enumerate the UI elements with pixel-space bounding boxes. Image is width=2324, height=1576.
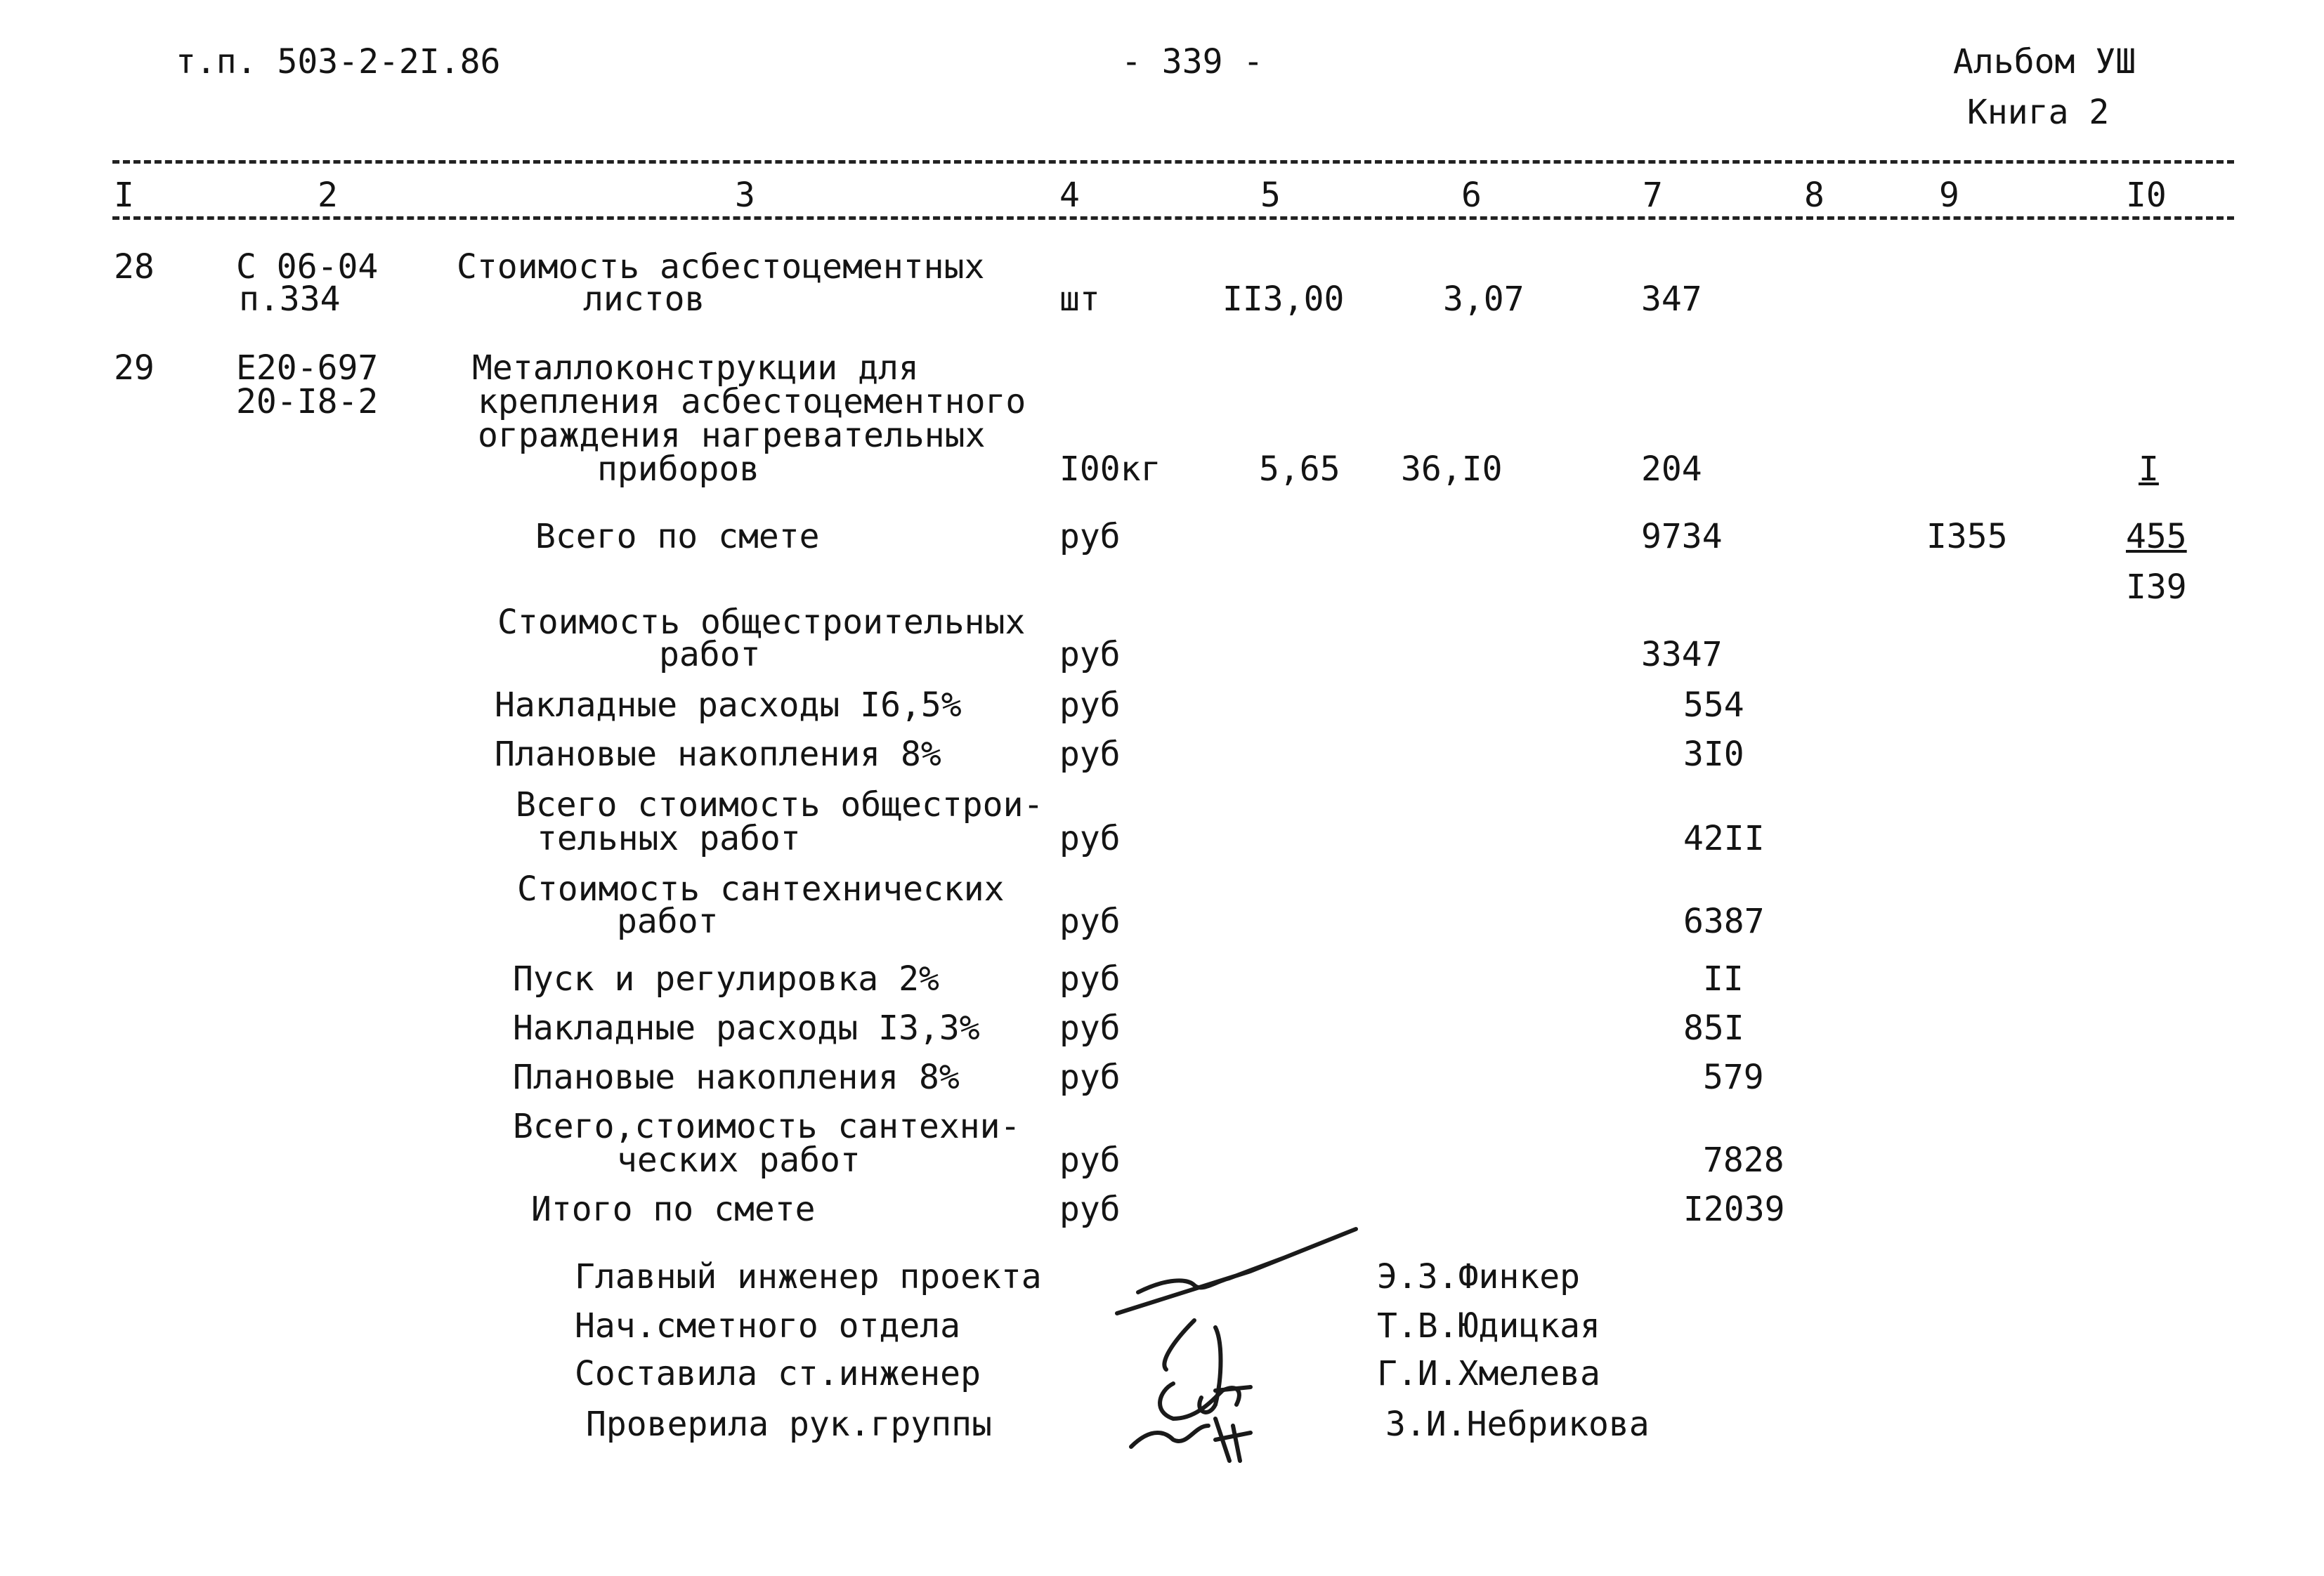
- column-number: 4: [1059, 176, 1080, 215]
- unit: I00кг: [1059, 449, 1161, 489]
- unit: руб: [1059, 1009, 1121, 1048]
- signatory-name: Г.И.Хмелева: [1377, 1354, 1600, 1393]
- unit: руб: [1059, 1190, 1121, 1229]
- document-code: т.п. 503-2-2I.86: [176, 42, 501, 81]
- summary-label: Всего по смете: [535, 517, 820, 556]
- item-name: Стоимость асбестоцементных: [457, 247, 985, 287]
- unit: руб: [1059, 959, 1121, 999]
- unit-price: 36,I0: [1401, 449, 1503, 489]
- quantity: II3,00: [1222, 280, 1345, 319]
- summary-value: 579: [1703, 1058, 1764, 1097]
- norm-code: Е20-697: [236, 348, 379, 388]
- column-number: 8: [1804, 176, 1824, 215]
- summary-value: 42II: [1683, 819, 1765, 858]
- summary-label: Пуск и регулировка 2%: [513, 959, 939, 999]
- column-number: 7: [1643, 176, 1663, 215]
- summary-label: Стоимость общестроительных: [497, 603, 1026, 642]
- summary-label: тельных работ: [537, 819, 801, 858]
- column-number: 9: [1939, 176, 1959, 215]
- signatory-role: Главный инженер проекта: [575, 1257, 1042, 1296]
- summary-label: Стоимость сантехнических: [517, 869, 1005, 909]
- col10-value: 455: [2126, 517, 2187, 556]
- summary-value: 3347: [1641, 635, 1723, 674]
- total-cost: 9734: [1641, 517, 1723, 556]
- column-number: 5: [1260, 176, 1281, 215]
- unit: руб: [1059, 819, 1121, 858]
- column-number: 2: [318, 176, 338, 215]
- summary-value: 85I: [1683, 1009, 1744, 1048]
- unit: руб: [1059, 517, 1121, 556]
- signatory-role: Составила ст.инженер: [575, 1354, 981, 1393]
- item-name: приборов: [597, 449, 760, 489]
- book-label: Книга 2: [1967, 93, 2110, 132]
- album-label: Альбом УШ: [1953, 42, 2136, 81]
- item-name: ограждения нагревательных: [478, 416, 986, 455]
- item-name: Металлоконструкции для: [472, 348, 919, 388]
- summary-label: Плановые накопления 8%: [495, 735, 941, 774]
- summary-label: Всего стоимость общестрои-: [516, 785, 1044, 825]
- signatory-name: Э.З.Финкер: [1377, 1257, 1580, 1296]
- unit: руб: [1059, 685, 1121, 725]
- col9-value: I355: [1926, 517, 2008, 556]
- summary-label: работ: [617, 902, 719, 941]
- col10-value: I39: [2126, 567, 2187, 607]
- norm-code: С 06-04: [236, 247, 379, 287]
- summary-label: работ: [659, 635, 761, 674]
- summary-value: 554: [1683, 685, 1744, 725]
- signatory-name: З.И.Небрикова: [1385, 1405, 1650, 1444]
- norm-code: п.334: [239, 280, 341, 319]
- unit: руб: [1059, 1141, 1121, 1180]
- column-number: I0: [2126, 176, 2167, 215]
- item-name: крепления асбестоцементного: [478, 382, 1026, 421]
- total-cost: 204: [1641, 449, 1702, 489]
- header-rule-top: [112, 160, 2234, 164]
- column-number: I: [114, 176, 134, 215]
- norm-code: 20-I8-2: [236, 382, 379, 421]
- unit: руб: [1059, 902, 1121, 941]
- row-number: 29: [114, 348, 155, 388]
- item-name: листов: [583, 280, 705, 319]
- summary-label: ческих работ: [617, 1141, 861, 1180]
- summary-value: 6387: [1683, 902, 1765, 941]
- quantity: 5,65: [1259, 449, 1340, 489]
- signatory-role: Нач.сметного отдела: [575, 1306, 961, 1346]
- column-number: 6: [1461, 176, 1482, 215]
- unit: руб: [1059, 1058, 1121, 1097]
- summary-label: Итого по смете: [531, 1190, 816, 1229]
- unit: руб: [1059, 735, 1121, 774]
- summary-label: Накладные расходы I6,5%: [495, 685, 962, 725]
- summary-label: Всего,стоимость сантехни-: [513, 1107, 1021, 1146]
- signatory-name: Т.В.Юдицкая: [1377, 1306, 1600, 1346]
- column-number: 3: [735, 176, 755, 215]
- summary-label: Плановые накопления 8%: [513, 1058, 960, 1097]
- unit: шт: [1059, 280, 1100, 319]
- summary-value: I2039: [1683, 1190, 1785, 1229]
- total-cost: 347: [1641, 280, 1702, 319]
- summary-value: 3I0: [1683, 735, 1744, 774]
- page-number: - 339 -: [1121, 42, 1264, 81]
- summary-value: II: [1703, 959, 1744, 999]
- unit: руб: [1059, 635, 1121, 674]
- unit-price: 3,07: [1443, 280, 1525, 319]
- signatory-role: Проверила рук.группы: [586, 1405, 992, 1444]
- col10-value: I: [2139, 449, 2159, 489]
- handwritten-signatures: [1110, 1215, 1370, 1468]
- row-number: 28: [114, 247, 155, 287]
- header-rule-bottom: [112, 216, 2234, 220]
- summary-label: Накладные расходы I3,3%: [513, 1009, 980, 1048]
- summary-value: 7828: [1703, 1141, 1784, 1180]
